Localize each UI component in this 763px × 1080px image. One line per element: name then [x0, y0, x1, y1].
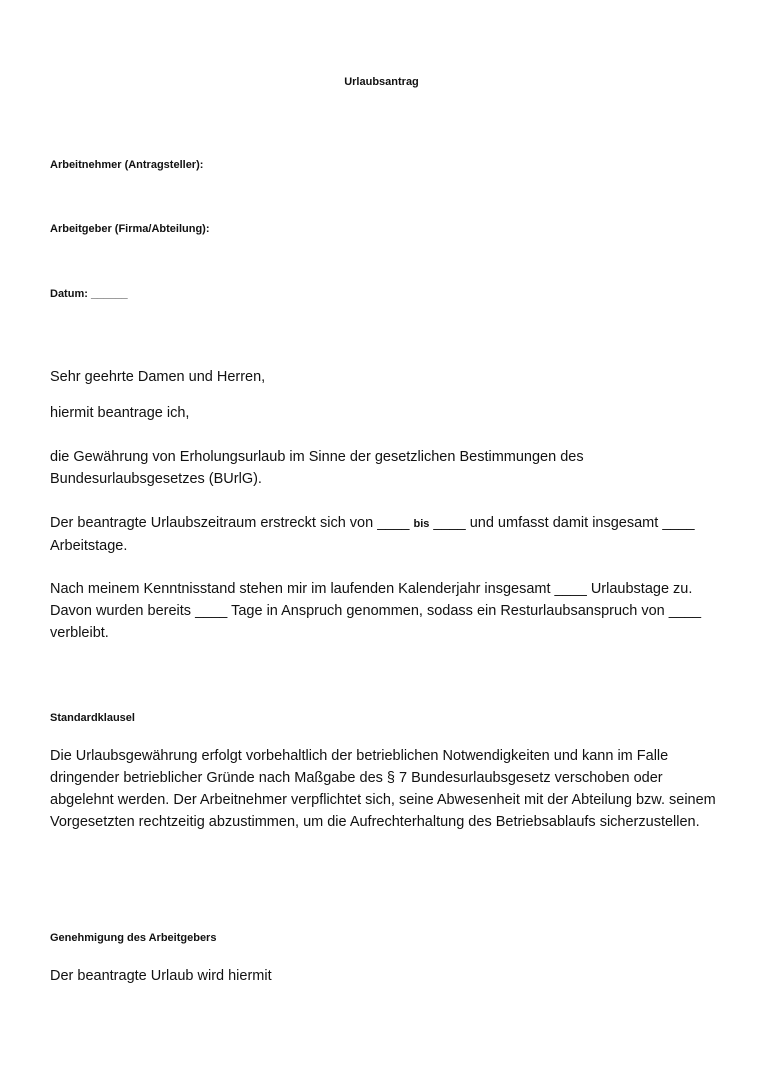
document-title: Urlaubsantrag [344, 76, 419, 88]
date-field-label: Datum: ______ [50, 288, 128, 300]
vacation-entitlement-paragraph: Nach meinem Kenntnisstand stehen mir im laufenden Kalenderjahr insgesamt ____ Urlaubstage zu. Davon wurden bereits ____ Tage in Anspruch genommen, sodass ein Resturlaubsanspruch von ____ verbleibt. [50, 581, 702, 641]
employee-field-label: Arbeitnehmer (Antragsteller): [50, 159, 204, 171]
vacation-period-bis: bis [413, 518, 430, 530]
vacation-period-paragraph [50, 512, 730, 557]
vacation-period-text-start: Der beantragte Urlaubszeitraum erstreckt sich von ____ [50, 515, 414, 531]
vacation-period-text-end: ____ und umfasst damit insgesamt ____ Arbeitstage. [50, 515, 695, 554]
request-text: die Gewährung von Erholungsurlaub im Sinne der gesetzlichen Bestimmungen des Bundesurlaubsgesetzes (BUrlG). [50, 449, 584, 487]
salutation: Sehr geehrte Damen und Herren, [50, 369, 266, 385]
standard-clause-heading: Standardklausel [50, 712, 135, 724]
request-intro: hiermit beantrage ich, [50, 405, 190, 421]
approval-text: Der beantragte Urlaub wird hiermit [50, 968, 272, 984]
approval-heading: Genehmigung des Arbeitgebers [50, 932, 217, 944]
standard-clause-text: Die Urlaubsgewährung erfolgt vorbehaltlich der betrieblichen Notwendigkeiten und kann im Falle dringender betrieblicher Gründe nach Maßgabe des § 7 Bundesurlaubsgesetz verschoben oder abgelehnt werden. Der Arbeitnehmer verpflichtet sich, seine Abwesenheit mit der Abteilung bzw. seinem Vorgesetzten rechtzeitig abzustimmen, um die Aufrechterhaltung des Betriebsablaufs sicherzustellen. [50, 748, 716, 830]
employer-field-label: Arbeitgeber (Firma/Abteilung): [50, 223, 210, 235]
